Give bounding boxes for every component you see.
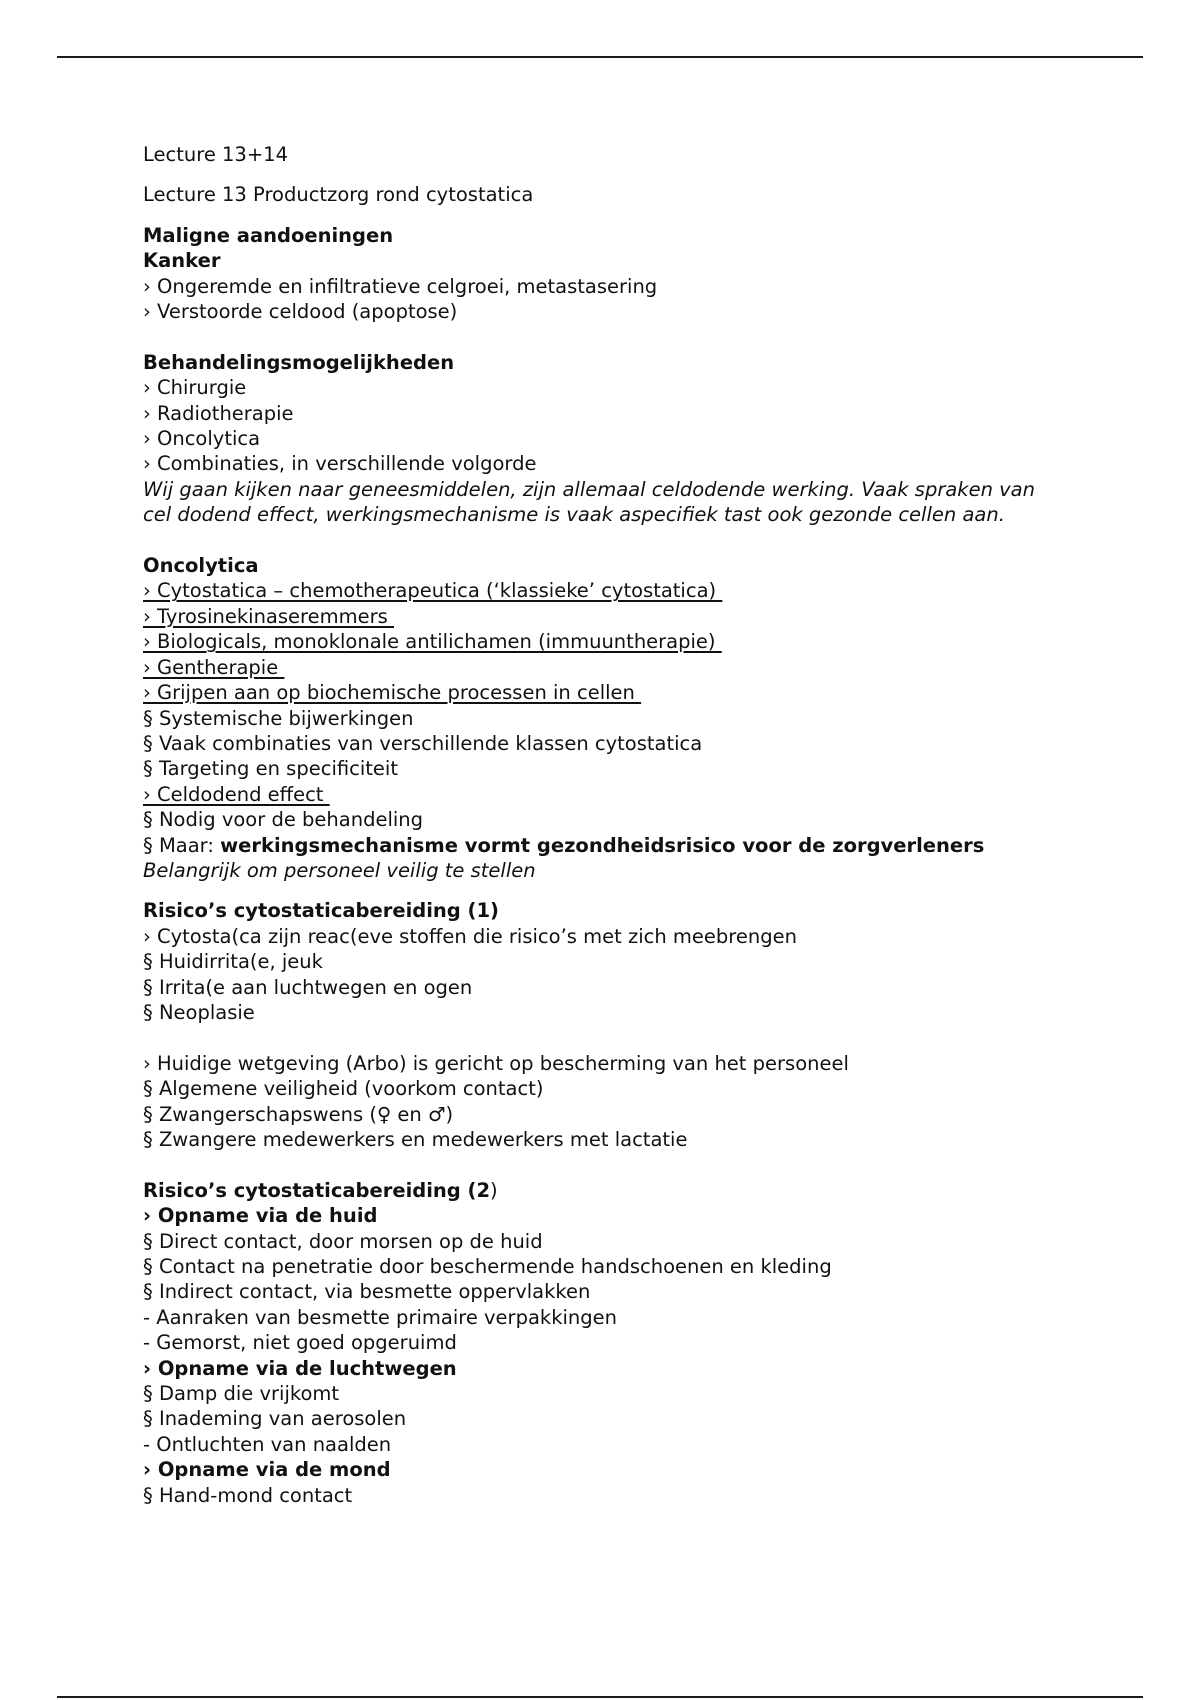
list-item: § Damp die vrijkomt <box>143 1382 340 1406</box>
underlined-text: › Grijpen aan op biochemische processen in cellen <box>143 681 642 705</box>
list-item: § Direct contact, door morsen op de huid <box>143 1229 543 1253</box>
underlined-text: › Tyrosinekinaseremmers <box>143 604 394 628</box>
list-item <box>143 782 1063 807</box>
section-title-maligne: Maligne aandoeningen <box>143 223 394 247</box>
section-title-text: Risico’s cytostaticabereiding (2 <box>143 1178 491 1202</box>
list-item: § Contact na penetratie door beschermende handschoenen en kleding <box>143 1255 832 1278</box>
list-item: › Cytosta(ca zijn reac(eve stoffen die risico’s met zich meebrengen <box>143 924 797 948</box>
list-item: › Verstoorde celdood (apoptose) <box>143 300 458 324</box>
spacer <box>143 208 1063 223</box>
spacer <box>143 883 1063 898</box>
section-subtitle-kanker: Kanker <box>143 249 221 273</box>
note-behandeling: Wij gaan kijken naar geneesmiddelen, zijn allemaal celdodende werking. Vaak spraken van cel dodend effect, werkingsmechanisme is vaak aspecifiek tast ook gezonde cellen aan. <box>143 477 1035 527</box>
underlined-text: › Biologicals, monoklonale antilichamen (immuuntherapie) <box>143 630 722 654</box>
list-item: § Inademing van aerosolen <box>143 1407 407 1431</box>
spacer <box>143 1152 1063 1177</box>
section-title-risico-1: Risico’s cytostaticabereiding (1) <box>143 899 499 923</box>
header-rule <box>57 56 1143 58</box>
list-item <box>143 655 1063 680</box>
list-item: › Ongeremde en infiltratieve celgroei, metastasering <box>143 274 658 298</box>
list-item: § Systemische bijwerkingen <box>143 706 414 730</box>
section-title-behandeling: Behandelingsmogelijkheden <box>143 350 455 374</box>
list-item: § Algemene veiligheid (voorkom contact) <box>143 1077 544 1101</box>
list-item: § Zwangere medewerkers en medewerkers met lactatie <box>143 1127 688 1151</box>
document-body <box>143 142 1063 1508</box>
footer-rule <box>57 1696 1143 1698</box>
section-title-end: ) <box>490 1178 498 1202</box>
subheading-huid: › Opname via de huid <box>143 1204 378 1228</box>
note-oncolytica: Belangrijk om personeel veilig te stellen <box>143 858 536 882</box>
document-header: Lecture 13+14 <box>143 143 288 166</box>
spacer <box>143 324 1063 349</box>
list-item: § Indirect contact, via besmette oppervlakken <box>143 1280 591 1304</box>
list-item: - Ontluchten van naalden <box>143 1432 392 1456</box>
list-item: § Neoplasie <box>143 1000 255 1024</box>
list-item: § Vaak combinaties van verschillende klassen cytostatica <box>143 731 703 755</box>
underlined-text: › Gentherapie <box>143 655 285 679</box>
list-item <box>143 680 1063 705</box>
spacer <box>143 528 1063 553</box>
list-item: - Gemorst, niet goed opgeruimd <box>143 1331 457 1355</box>
list-item-prefix: § Maar: <box>143 833 221 857</box>
list-item: - Aanraken van besmette primaire verpakkingen <box>143 1305 617 1329</box>
spacer <box>143 1025 1063 1050</box>
list-item: § Zwangerschapswens (♀ en ♂) <box>143 1102 454 1126</box>
underlined-text: › Celdodend effect <box>143 782 330 806</box>
list-item <box>143 578 1063 603</box>
list-item: § Hand-mond contact <box>143 1483 353 1507</box>
list-item: › Radiotherapie <box>143 401 294 425</box>
list-item: § Huidirrita(e, jeuk <box>143 950 323 974</box>
list-item: › Oncolytica <box>143 427 261 451</box>
bold-emphasis: werkingsmechanisme vormt gezondheidsrisico voor de zorgverleners <box>220 833 985 857</box>
list-item: § Irrita(e aan luchtwegen en ogen <box>143 975 473 999</box>
subheading-mond: › Opname via de mond <box>143 1458 391 1482</box>
section-title-oncolytica: Oncolytica <box>143 554 259 578</box>
section-title-risico-2 <box>143 1178 1063 1203</box>
list-item: › Combinaties, in verschillende volgorde <box>143 452 537 476</box>
list-item: § Targeting en specificiteit <box>143 757 398 781</box>
subheading-luchtwegen: › Opname via de luchtwegen <box>143 1356 457 1380</box>
list-item: § Nodig voor de behandeling <box>143 808 424 832</box>
list-item: › Huidige wetgeving (Arbo) is gericht op bescherming van het personeel <box>143 1051 849 1075</box>
spacer <box>143 167 1063 182</box>
underlined-text: › Cytostatica – chemotherapeutica (‘klassieke’ cytostatica) <box>143 579 723 603</box>
list-item <box>143 833 1063 858</box>
list-item <box>143 604 1063 629</box>
document-subheader: Lecture 13 Productzorg rond cytostatica <box>143 183 534 207</box>
list-item <box>143 629 1063 654</box>
list-item: › Chirurgie <box>143 376 247 400</box>
